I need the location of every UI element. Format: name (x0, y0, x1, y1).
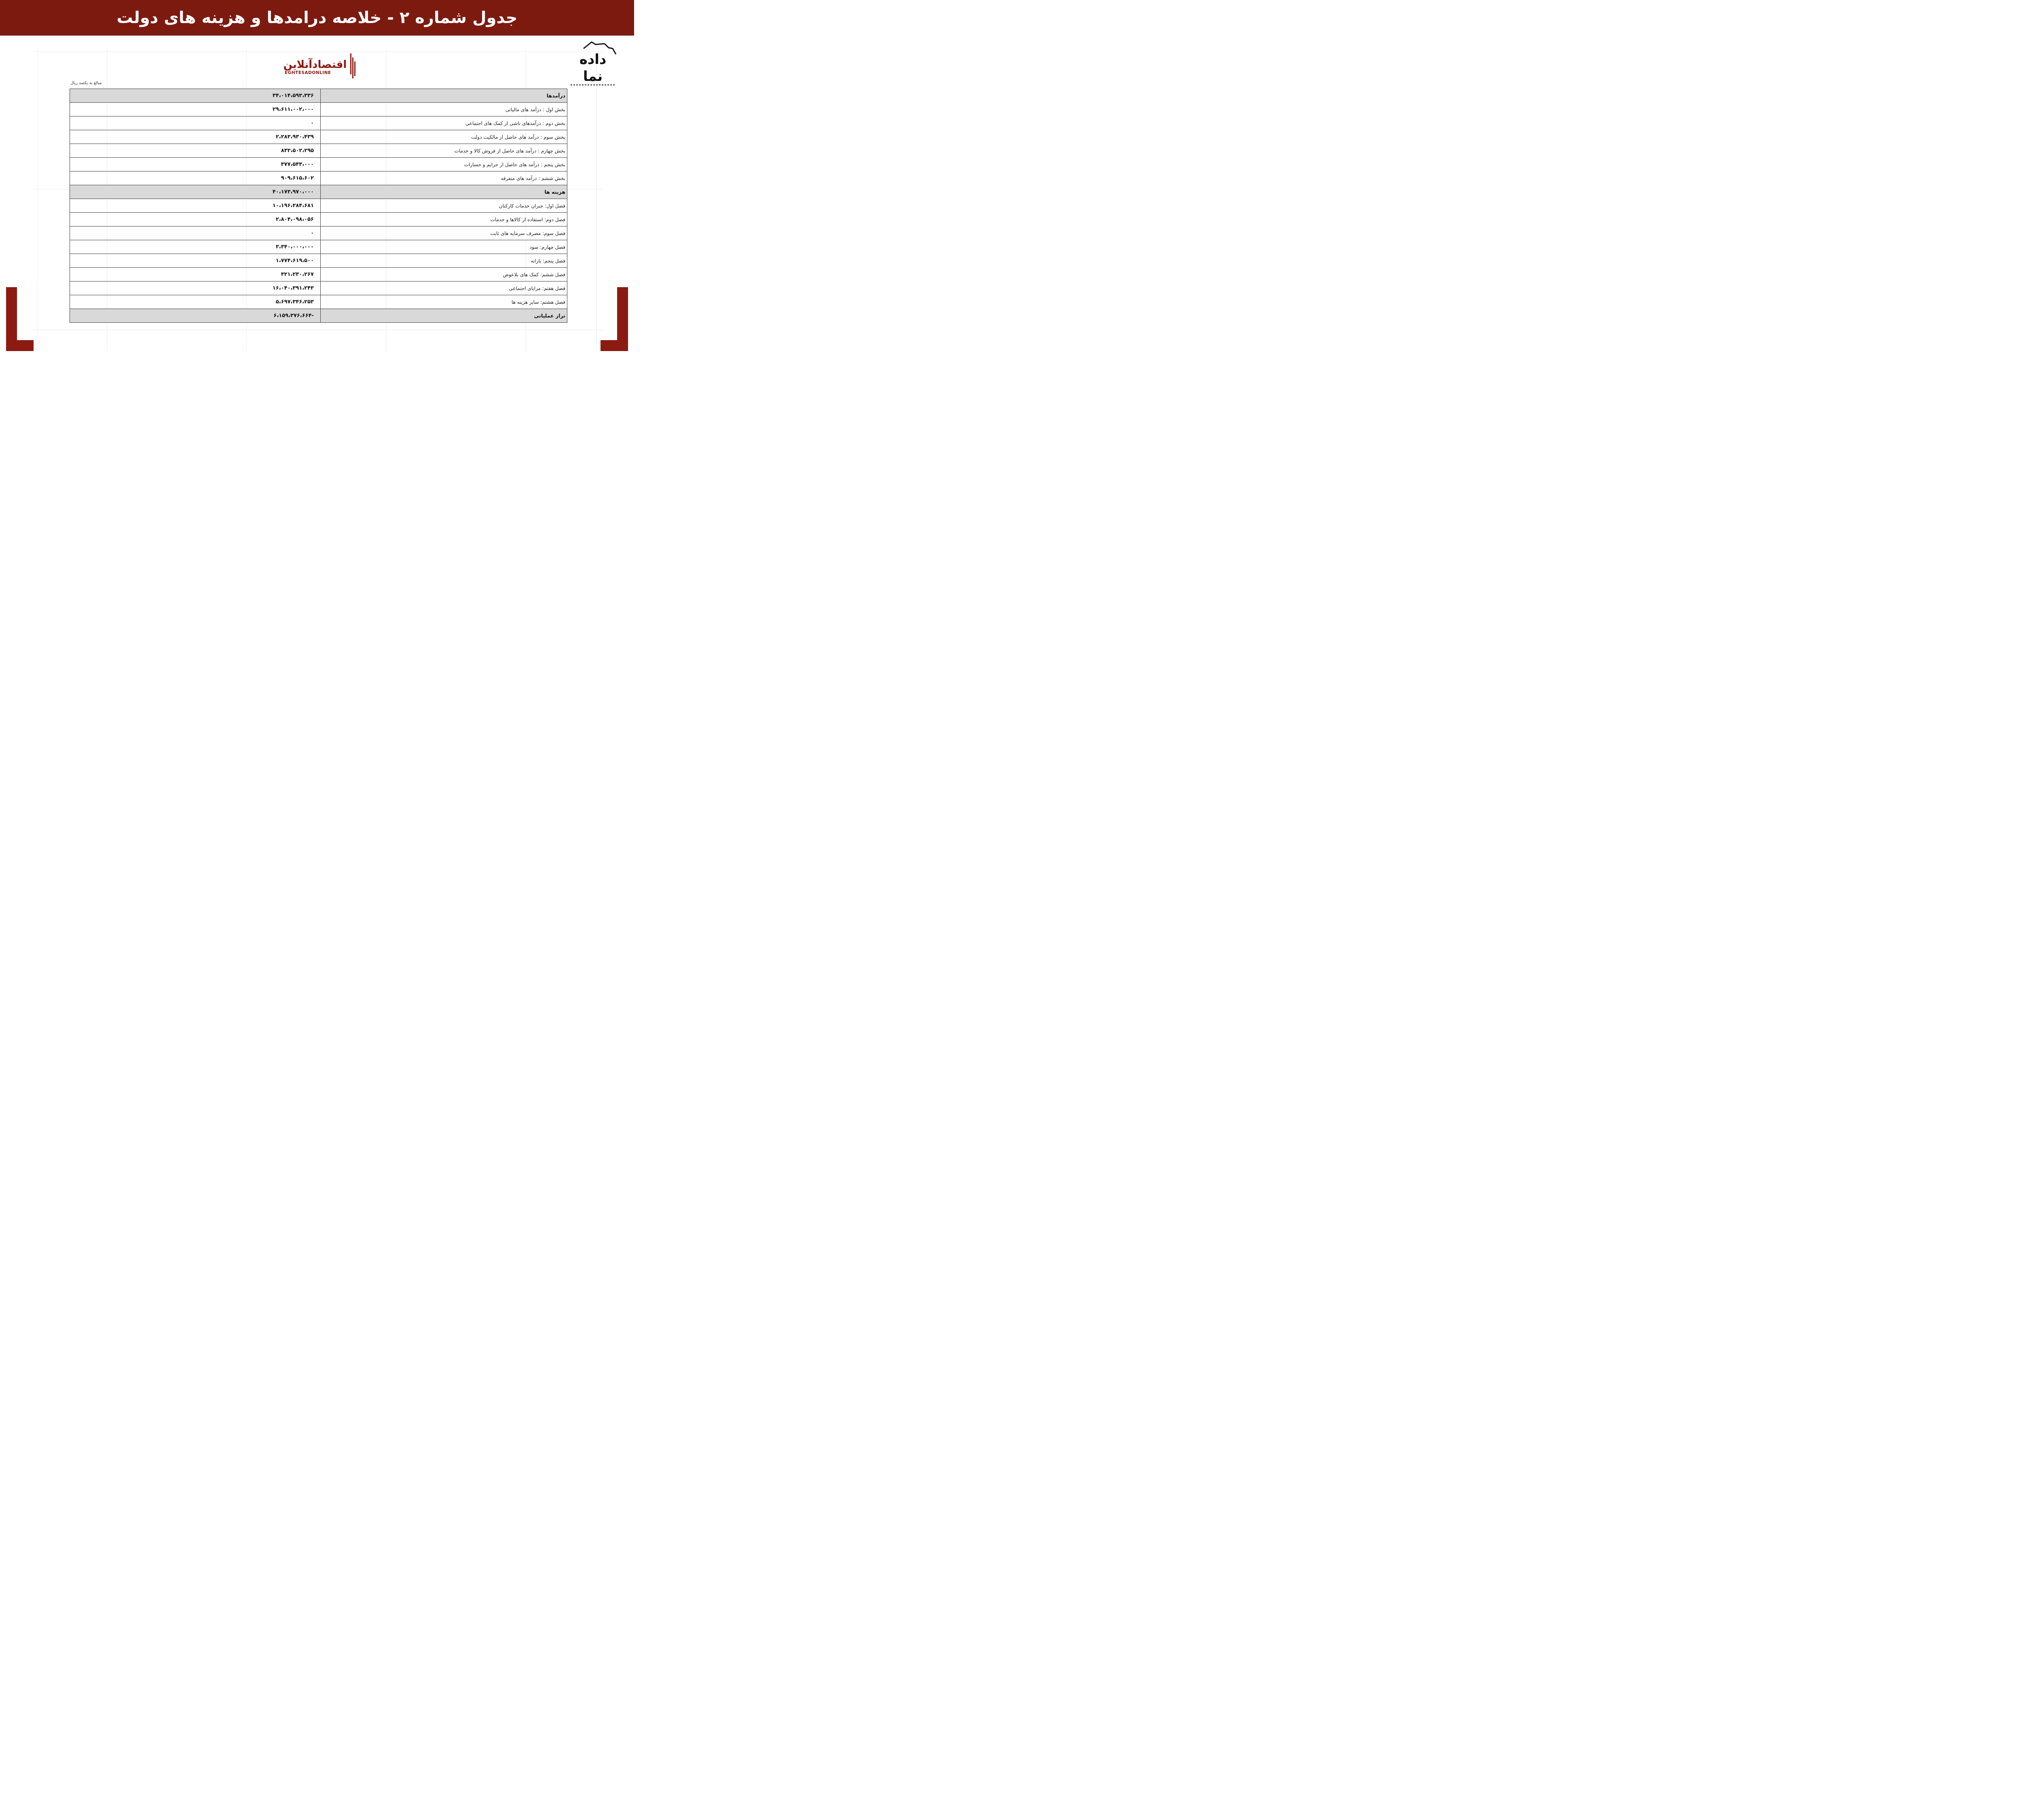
corner-bracket-right-horizontal (601, 340, 628, 351)
table-row (70, 130, 567, 144)
eghtesadonline-logo-persian: اقتصادآنلاین (283, 59, 347, 71)
amount-cell: -۶،۱۵۹،۳۷۶،۶۶۴ (70, 309, 321, 323)
table-row (70, 171, 567, 185)
table-row (70, 213, 567, 226)
table-section-row (70, 185, 567, 199)
label-cell: بخش ششم : درآمد های متفرقه (321, 171, 567, 185)
amount-cell: ۱۰،۱۹۶،۲۸۴،۶۸۱ (70, 199, 321, 213)
amount-cell: ۱۶،۰۴۰،۳۹۱،۲۴۳ (70, 281, 321, 295)
label-cell: هزینه ها (321, 185, 567, 199)
amount-cell: ۰ (70, 116, 321, 130)
amount-cell: ۵،۶۹۷،۳۴۶،۲۵۳ (70, 295, 321, 309)
units-note: مبالغ به یکصد ریال (70, 81, 102, 85)
eghtesadonline-logo-latin: EGHTESADONLINE (285, 70, 331, 75)
dadehnama-logo-line2: نما (583, 68, 603, 85)
label-cell: تراز عملیاتی (321, 309, 567, 323)
label-cell: فصل ششم: کمک های بلاعوض (321, 268, 567, 281)
amount-cell: ۳،۳۴۰،۰۰۰،۰۰۰ (70, 240, 321, 254)
table-row (70, 268, 567, 281)
label-cell: بخش سوم : درآمد های حاصل از مالکیت دولت (321, 130, 567, 144)
table-section-row (70, 309, 567, 323)
amount-cell: ۳۷۷،۵۴۳،۰۰۰ (70, 158, 321, 171)
amount-cell: ۳۴،۰۱۴،۵۹۳،۳۳۶ (70, 89, 321, 103)
label-cell: فصل پنجم: یارانه (321, 254, 567, 268)
table-row (70, 144, 567, 158)
amount-cell: ۲،۲۸۳،۹۳۰،۴۳۹ (70, 130, 321, 144)
amount-cell: ۲،۸۰۴،۰۹۸،۰۵۶ (70, 213, 321, 226)
label-cell: فصل هفتم: مزایای اجتماعی (321, 281, 567, 295)
amount-cell: ۴۰،۱۷۳،۹۷۰،۰۰۰ (70, 185, 321, 199)
amount-cell: ۲۹،۶۱۱،۰۰۲،۰۰۰ (70, 103, 321, 116)
corner-bracket-left-horizontal (6, 340, 34, 351)
label-cell: بخش چهارم : درآمد های حاصل از فروش کالا و خدمات (321, 144, 567, 158)
table-row (70, 295, 567, 309)
amount-cell: ۳۲۱،۲۳۰،۲۶۷ (70, 268, 321, 281)
table-row (70, 103, 567, 116)
table-row (70, 240, 567, 254)
eghtesadonline-logo-bars-icon (350, 53, 356, 78)
label-cell: فصل سوم: مصرف سرمایه های ثابت (321, 226, 567, 240)
table-row (70, 116, 567, 130)
table-row (70, 281, 567, 295)
table-row (70, 199, 567, 213)
header-bar (0, 0, 634, 36)
amount-cell: ۹۰۹،۶۱۵،۶۰۲ (70, 171, 321, 185)
label-cell: فصل دوم: استفاده از کالاها و خدمات (321, 213, 567, 226)
amount-cell: ۰ (70, 226, 321, 240)
page-title: جدول شماره ۲ - خلاصه درامدها و هزینه های دولت (116, 8, 518, 27)
dadehnama-logo-line1: داده (579, 51, 607, 68)
table-row (70, 254, 567, 268)
label-cell: بخش پنجم : درآمد های حاصل از جرایم و خسارات (321, 158, 567, 171)
eghtesadonline-logo (279, 53, 356, 78)
table-row (70, 226, 567, 240)
label-cell: بخش دوم : درآمدهای ناشی از کمک های اجتماعی (321, 116, 567, 130)
amount-cell: ۸۳۲،۵۰۲،۲۹۵ (70, 144, 321, 158)
label-cell: فصل اول: جبران خدمات کارکنان (321, 199, 567, 213)
table-row (70, 158, 567, 171)
label-cell: فصل هشتم: سایر هزینه ها (321, 295, 567, 309)
label-cell: بخش اول : درآمد های مالیاتی (321, 103, 567, 116)
revenue-expense-table (70, 89, 567, 323)
table-section-row (70, 89, 567, 103)
dadehnama-logo (567, 41, 618, 87)
label-cell: فصل چهارم: سود (321, 240, 567, 254)
label-cell: درآمدها (321, 89, 567, 103)
amount-cell: ۱،۷۷۴،۶۱۹،۵۰۰ (70, 254, 321, 268)
